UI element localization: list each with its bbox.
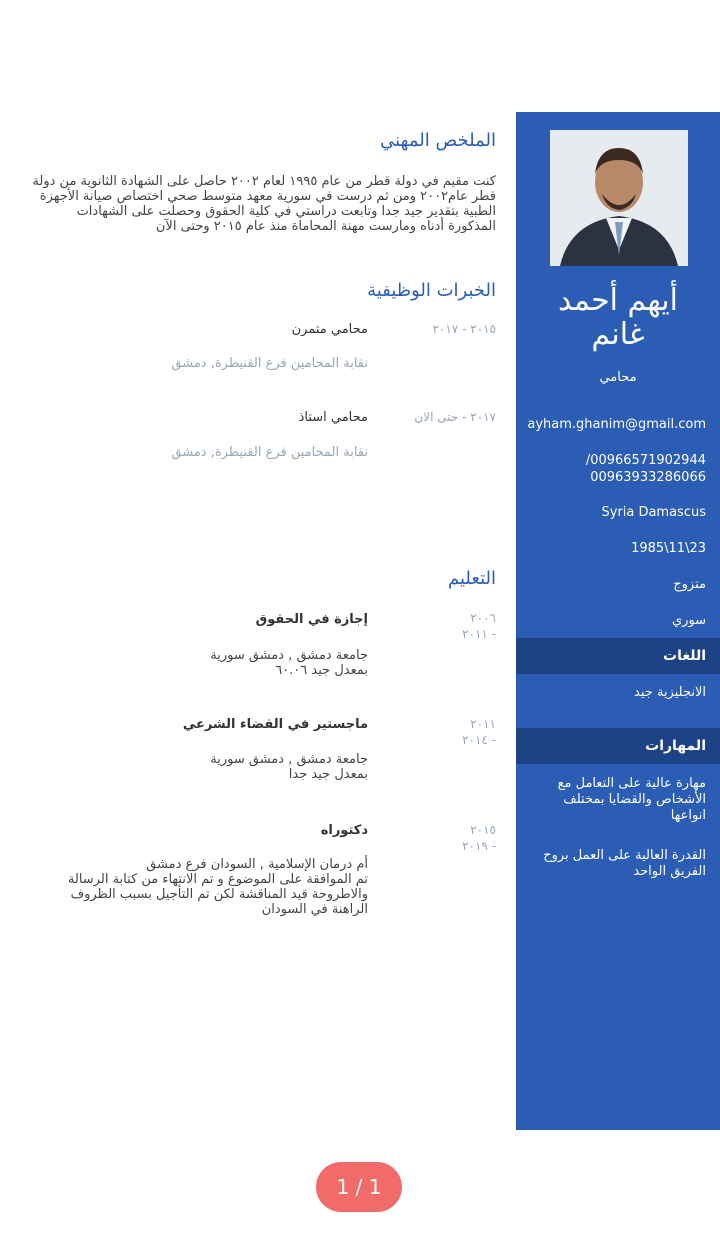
- page-indicator[interactable]: 1 / 1: [316, 1162, 402, 1212]
- skill-item: مهارة عالية على التعامل مع الأشخاص والقضايا بمختلف انواعها: [557, 776, 706, 823]
- education-date: ٢٠١٥ - ٢٠١٩: [462, 823, 496, 853]
- education-desc: أم درمان الإسلامية , السودان فرع دمشق تم الموافقة على الموضوع و تم الانتهاء من كتابة الرسالة والاطروحة قيد المناقشة لكن تم التأجيل بسبب الظروف الراهنة في السودان: [67, 857, 368, 917]
- skill-item: القدرة العالية على العمل بروح الفريق الواحد: [543, 848, 706, 879]
- experience-job-title: محامي استاذ: [298, 410, 368, 425]
- profile-photo: [550, 130, 688, 266]
- summary-text: كنت مقيم في دولة قطر من عام ١٩٩٥ لعام ٢٠٠٢ حاصل على الشهادة الثانوية من دولة قطر عام٢٠٠٢ ومن ثم درست في سورية معهد متوسط صحي اختصاص صيانة الأجهزة الطبية بتقدير جيد جدا وتابعت دراستي في كلية الحقوق وحصلت على الشهادات المذكورة أدناه ومارست مهنة المحاماة منذ عام ٢٠١٥ وحتى الآن: [32, 174, 496, 234]
- experience-title: الخبرات الوظيفية: [367, 280, 496, 301]
- email: ayham.ghanim@gmail.com: [527, 417, 706, 432]
- experience-job-title: محامي متمرن: [291, 322, 368, 337]
- education-title: التعليم: [448, 568, 496, 589]
- education-degree: إجازة في الحقوق: [255, 612, 368, 627]
- birth-date: 1985\11\23: [631, 541, 706, 556]
- education-desc: جامعة دمشق , دمشق سورية بمعدل جيد جدا: [210, 752, 368, 782]
- skills-title: المهارات: [516, 728, 720, 764]
- profile-name: أيهم أحمد غانم: [558, 283, 678, 352]
- education-degree: دكتوراه: [320, 823, 368, 838]
- language-item: الانجليزية جيد: [634, 685, 706, 700]
- resume-page: [0, 112, 720, 1130]
- experience-org: نقابة المحامين فرع القنيطرة, دمشق: [171, 445, 368, 460]
- marital-status: متزوج: [673, 577, 706, 592]
- experience-org: نقابة المحامين فرع القنيطرة, دمشق: [171, 356, 368, 371]
- experience-date: ٢٠١٧ - حتى الان: [414, 410, 496, 424]
- experience-date: ٢٠١٥ - ٢٠١٧: [432, 322, 496, 336]
- education-degree: ماجستير في القضاء الشرعي: [182, 717, 368, 732]
- languages-title: اللغات: [516, 638, 720, 674]
- sidebar: [516, 112, 720, 1130]
- location: Syria Damascus: [601, 505, 706, 520]
- nationality: سوري: [671, 613, 706, 628]
- phone: /00966571902944 00963933286066: [585, 453, 706, 485]
- education-date: ٢٠١١ - ٢٠١٤: [462, 717, 496, 747]
- profile-role: محامي: [599, 370, 637, 385]
- education-desc: جامعة دمشق , دمشق سورية بمعدل جيد ٦٠.٠٦: [210, 648, 368, 678]
- education-date: ٢٠٠٦ - ٢٠١١: [462, 611, 496, 641]
- summary-title: الملخص المهني: [380, 130, 496, 151]
- main-column: [0, 112, 516, 1130]
